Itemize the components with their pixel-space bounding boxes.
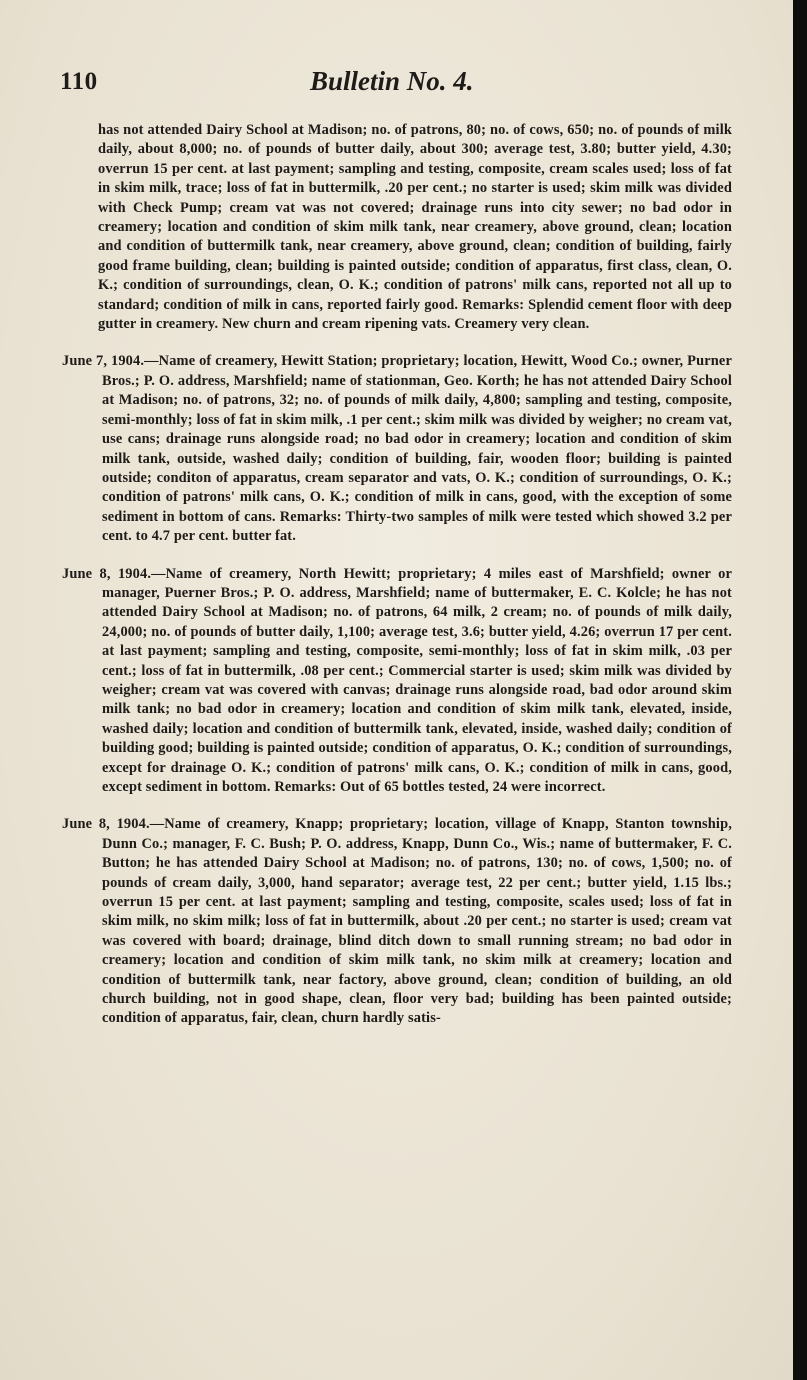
entry-text: has not attended Dairy School at Madison; no. of patrons, 80; no. of cows, 650; no. of pounds of milk daily, about 8,000; no. of pounds of butter daily, about 300; average test, 3.80; butter yield, 4.30; overrun 15 per cent. at last payment; sampling and testing, composite, cream scales used; loss of fat in skim milk, trace; loss of fat in buttermilk, .20 per cent.; no starter is used; skim milk was divided with Check Pump; cream vat was not covered; drainage runs into city sewer; no bad odor in creamery; location and condition of skim milk tank, near creamery, above ground, clean; location and condition of buttermilk tank, near creamery, above ground, clean; condition of building, fairly good frame building, clean; building is painted outside; condition of apparatus, first class, clean, O. K.; condition of surroundings, clean, O. K.; condition of patrons' milk cans, reported not all up to standard; condition of milk in cans, reported fairly good. Remarks: Splendid cement floor with deep gutter in creamery. New churn and cream ripening vats. Creamery very clean. [98,122,732,333]
entry-text: —Name of creamery, Hewitt Station; proprietary; location, Hewitt, Wood Co.; owner, Purner Bros.; P. O. address, Marshfield; name of stationman, Geo. Korth; he has not attended Dairy School at Madison; no. of patrons, 32; no. of pounds of milk daily, 4,800; sampling and testing, composite, semi-monthly; loss of fat in skim milk, .1 per cent.; skim milk was divided by weigher; no cream vat, use cans; drainage runs alongside road; no bad odor in creamery; location and condition of skim milk tank, outside, washed daily; condition of building, fair, wooden floor; building is painted outside; conditon of apparatus, cream separator and vats, O. K.; condition of surroundings, O. K.; condition of patrons' milk cans, O. K.; condition of milk in cans, good, with the exception of some sediment in bottom of cans. Remarks: Thirty-two samples of milk were tested which showed 3.2 per cent. to 4.7 per cent. butter fat. [102,353,732,545]
body-text [62,121,732,1029]
page-number: 110 [60,68,98,95]
running-title: Bulletin No. 4. [310,66,474,96]
entry-hewitt-station [62,352,732,546]
entry-knapp [62,815,732,1028]
entry-date: June 7, 1904. [62,353,145,370]
entry-date: June 8, 1904. [62,565,152,582]
entry-north-hewitt [62,565,732,798]
entry-continued [62,121,732,334]
page-header [60,64,730,104]
entry-date: June 8, 1904. [62,816,150,833]
entry-text: —Name of creamery, Knapp; proprietary; location, village of Knapp, Stanton township, Dunn Co.; manager, F. C. Bush; P. O. address, Knapp, Dunn Co., Wis.; name of buttermaker, F. C. Button; he has attended Dairy School at Madison; no. of patrons, 130; no. of cows, 1,500; no. of pounds of cream daily, 3,000, hand separator; average test, 22 per cent.; butter yield, 1.15 lbs.; overrun 15 per cent. at last payment; sampling and testing, composite, scales used; loss of fat in skim milk, no skim milk; loss of fat in buttermilk, about .20 per cent.; no starter is used; cream vat was covered with board; drainage, blind ditch down to small running stream; no bad odor in creamery; location and condition of skim milk tank, no skim milk at creamery; location and condition of buttermilk tank, near factory, above ground, clean; condition of building, an old church building, not in good shape, clean, floor very bad; building has been painted outside; condition of apparatus, fair, clean, churn hardly satis- [102,816,732,1027]
scan-edge [793,0,807,1380]
entry-text: —Name of creamery, North Hewitt; proprietary; 4 miles east of Marshfield; owner or manager, Puerner Bros.; P. O. address, Marshfield; name of buttermaker, E. C. Kolcle; he has not attended Dairy School at Madison; no. of patrons, 64 milk, 2 cream; no. of pounds of milk daily, 24,000; no. of pounds of butter daily, 1,100; average test, 3.6; butter yield, 4.26; overrun 17 per cent. at last payment; sampling and testing, composite, semi-monthly; loss of fat in skim milk, .03 per cent.; loss of fat in buttermilk, .08 per cent.; Commercial starter is used; skim milk was divided by weigher; cream vat was covered with canvas; drainage runs alongside road, bad odor around skim milk tank; no bad odor in creamery; location and condition of skim milk tank, elevated, inside, washed daily; location and condition of buttermilk tank, elevated, inside, washed daily; condition of building good; building is painted outside; condition of apparatus, O. K.; condition of surroundings, except for drainage O. K.; condition of patrons' milk cans, O. K.; condition of milk in cans, good, except sediment in bottom. Remarks: Out of 65 bottles tested, 24 were incorrect. [102,565,732,795]
